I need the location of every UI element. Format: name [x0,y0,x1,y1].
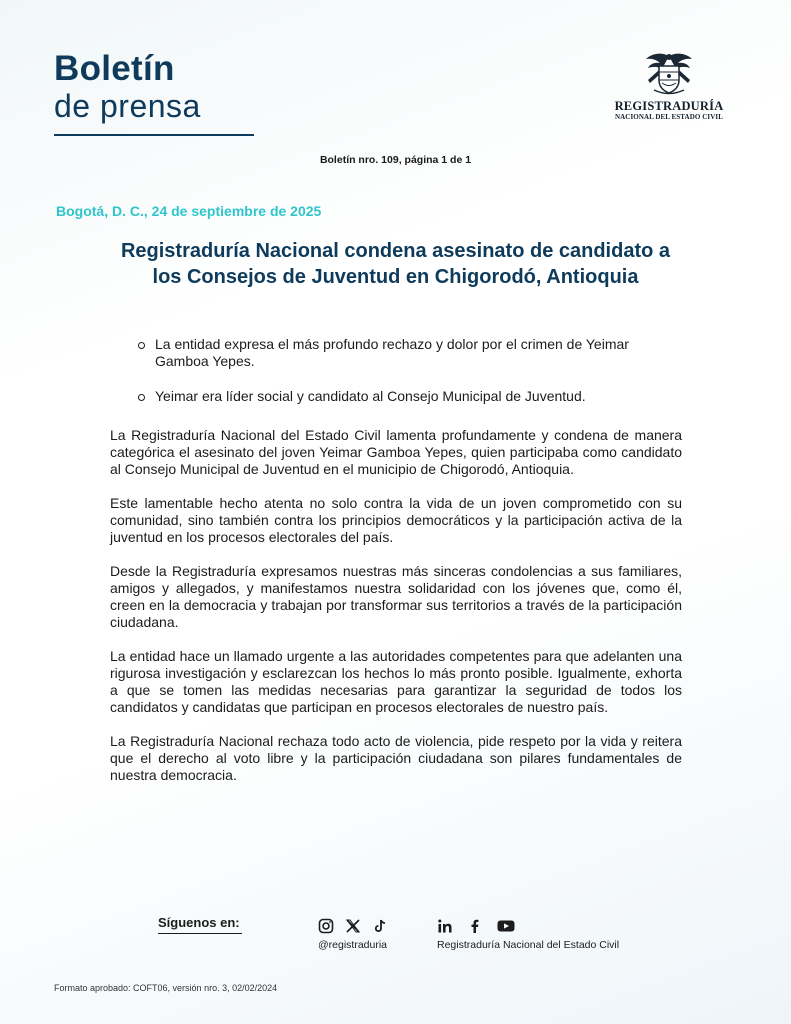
brand-divider [54,134,254,136]
coat-of-arms-icon [640,50,698,98]
x-icon[interactable] [345,918,361,934]
circle-bullet-icon [138,394,145,401]
article-body [110,427,682,801]
headline: Registraduría Nacional condena asesinato de candidato a los Consejos de Juventud en Chigorodó, Antioquia [120,240,671,288]
brand-title: Boletín [54,49,175,88]
social-icons-group-1 [318,918,388,934]
brand-subtitle: de prensa [54,88,201,124]
paragraph: Desde la Registraduría expresamos nuestras más sinceras condolencias a sus familiares, amigos y allegados, y manifestamos nuestra solidaridad con los jóvenes que, como él, creen en la democracia y trabajan por transformar sus territorios a través de la participación ciudadana. [110,563,682,630]
social-icons-group-2 [437,918,515,934]
circle-bullet-icon [138,342,145,349]
logo-name: REGISTRADURÍA [614,99,724,113]
key-point [136,388,656,405]
key-points-list [136,336,656,423]
bulletin-date: Bogotá, D. C., 24 de septiembre de 2025 [56,203,322,219]
key-point-text: La entidad expresa el más profundo rechazo y dolor por el crimen de Yeimar Gamboa Yepes. [155,336,629,369]
facebook-icon[interactable] [467,918,483,934]
paragraph: La Registraduría Nacional rechaza todo acto de violencia, pide respeto por la vida y reitera que el derecho al voto libre y la participación ciudadana son pilares fundamentales de nuestra democracia. [110,733,682,783]
instagram-icon[interactable] [318,918,334,934]
social-handle[interactable]: @registraduria [318,939,388,951]
tiktok-icon[interactable] [372,918,388,934]
follow-us-underline [158,933,242,934]
follow-us-label: Síguenos en: [158,915,240,930]
paragraph: Este lamentable hecho atenta no solo contra la vida de un joven comprometido con su comunidad, sino también contra los principios democráticos y la participación activa de la juventud en los procesos electorales del país. [110,495,682,545]
key-point [136,336,656,370]
logo-subname: NACIONAL DEL ESTADO CIVIL [615,113,723,121]
paragraph: La Registraduría Nacional del Estado Civil lamenta profundamente y condena de manera categórica el asesinato del joven Yeimar Gamboa Yepes, quien participaba como candidato al Consejo Municipal de Juventud en el municipio de Chigorodó, Antioquia. [110,427,682,477]
format-note: Formato aprobado: COFT06, versión nro. 3, 02/02/2024 [54,983,278,993]
registraduria-logo [606,50,732,122]
social-account-name[interactable]: Registraduría Nacional del Estado Civil [437,939,620,951]
key-point-text: Yeimar era líder social y candidato al Consejo Municipal de Juventud. [155,388,586,404]
linkedin-icon[interactable] [437,918,453,934]
bulletin-number: Boletín nro. 109, página 1 de 1 [319,154,472,166]
youtube-icon[interactable] [497,918,515,934]
paragraph: La entidad hace un llamado urgente a las autoridades competentes para que adelanten una rigurosa investigación y esclarezcan los hechos lo más pronto posible. Igualmente, exhorta a que se tomen las medidas necesarias para garantizar la seguridad de todos los candidatos y candidatas que participan en procesos electorales de nuestro país. [110,648,682,715]
